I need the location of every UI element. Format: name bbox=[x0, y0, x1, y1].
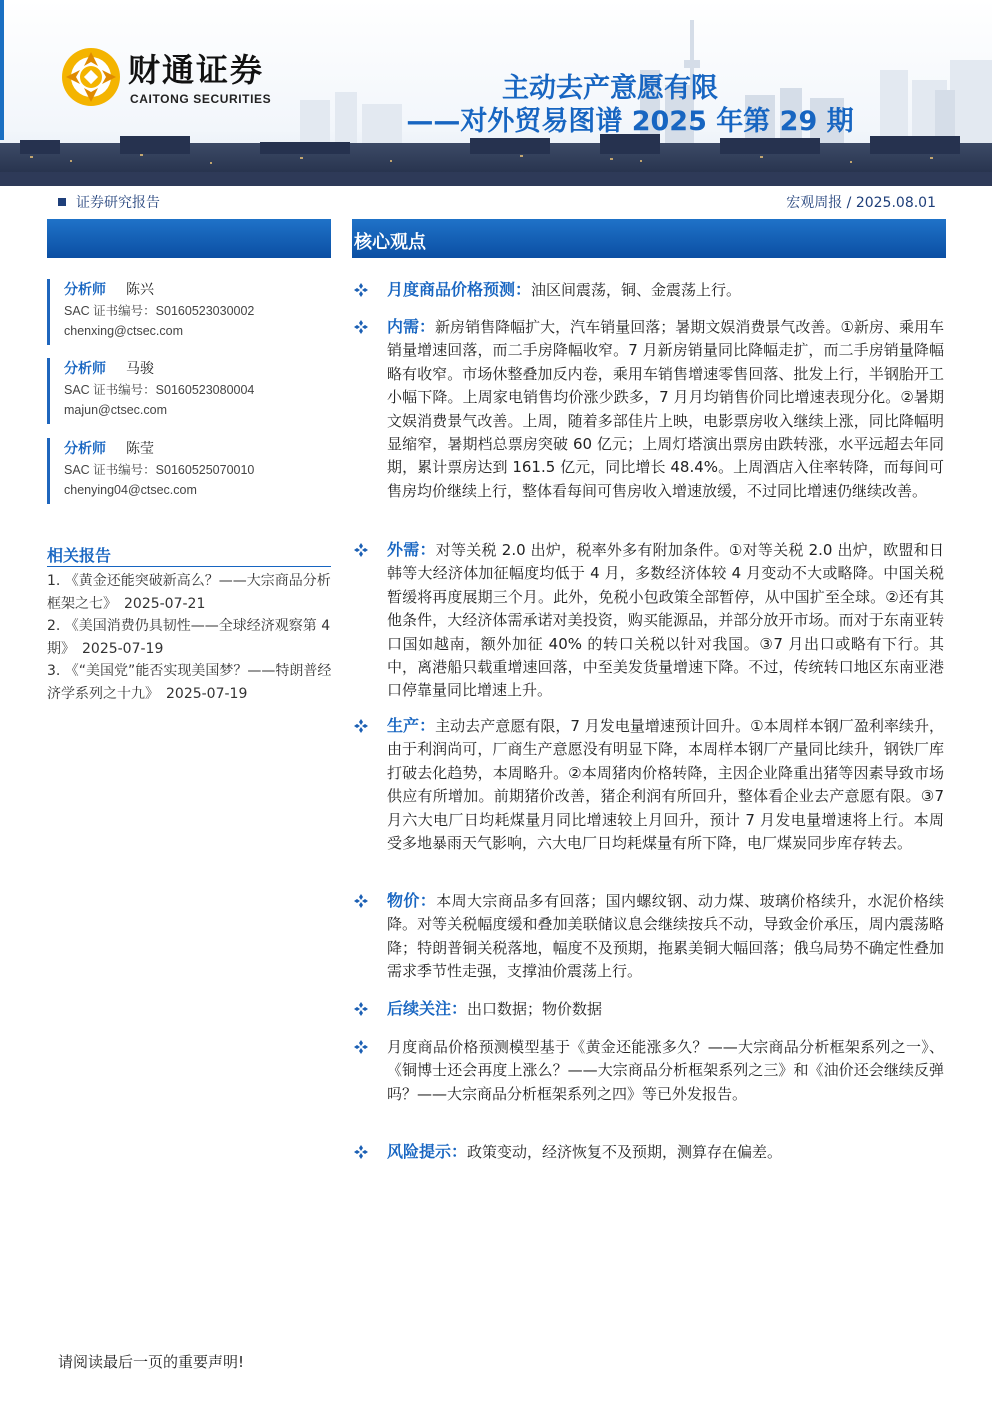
analyst-name: 陈莹 bbox=[126, 441, 154, 457]
related-reports-list bbox=[47, 570, 337, 705]
analyst-card bbox=[47, 358, 331, 424]
related-reports-title: 相关报告 bbox=[47, 546, 112, 565]
bullet-text bbox=[387, 889, 944, 984]
analyst-name-row bbox=[64, 279, 331, 301]
bullet-text bbox=[387, 997, 944, 1021]
diamond-bullet-icon bbox=[353, 893, 369, 909]
analyst-name: 马骏 bbox=[126, 361, 154, 377]
diamond-bullet-icon bbox=[353, 1144, 369, 1160]
report-category-date: 宏观周报 / 2025.08.01 bbox=[786, 195, 936, 211]
bullet-body: 月度商品价格预测模型基于《黄金还能涨多久？——大宗商品分析框架系列之一》、《铜博士还会再度上涨么？——大宗商品分析框架系列之三》和《油价还会继续反弹吗？——大宗商品分析框架系列之四》等已外发报告。 bbox=[387, 1038, 944, 1103]
diamond-bullet-icon bbox=[353, 319, 369, 335]
analyst-cert: SAC 证书编号：S0160523080004 bbox=[64, 383, 255, 397]
analyst-email[interactable]: majun@ctsec.com bbox=[64, 403, 167, 417]
core-views-header-bar bbox=[352, 219, 946, 258]
report-type-text: 证券研究报告 bbox=[76, 195, 160, 211]
left-column-header-bar bbox=[47, 219, 331, 258]
header-left-accent bbox=[0, 0, 4, 140]
related-report-link[interactable]: 1. 《黄金还能突破新高么？——大宗商品分析框架之七》 2025-07-21 bbox=[47, 573, 331, 612]
related-reports-divider bbox=[47, 566, 331, 567]
diamond-bullet-icon bbox=[353, 1001, 369, 1017]
logo-mark-icon bbox=[60, 46, 122, 108]
bullet-label: 风险提示： bbox=[387, 1142, 468, 1161]
company-logo bbox=[60, 46, 310, 116]
diamond-bullet-icon bbox=[353, 1039, 369, 1055]
bullet-label: 内需： bbox=[387, 317, 436, 336]
bullet-text bbox=[387, 1140, 944, 1164]
report-header bbox=[0, 0, 992, 186]
analyst-card bbox=[47, 438, 331, 504]
bullet-body: 政策变动，经济恢复不及预期，测算存在偏差。 bbox=[467, 1143, 783, 1161]
disclaimer-note: 请阅读最后一页的重要声明! bbox=[58, 1353, 245, 1371]
core-views-title: 核心观点 bbox=[354, 232, 426, 253]
square-bullet-icon bbox=[58, 198, 66, 206]
logo-english-name: CAITONG SECURITIES bbox=[130, 92, 272, 106]
bullet-text bbox=[387, 538, 944, 703]
analyst-name-row bbox=[64, 358, 331, 380]
analyst-role: 分析师 bbox=[64, 282, 106, 298]
related-report-link[interactable]: 2. 《美国消费仍具韧性——全球经济观察第 4 期》 2025-07-19 bbox=[47, 618, 331, 657]
bullet-label: 生产： bbox=[387, 716, 436, 735]
logo-chinese-name: 财通证券 bbox=[128, 51, 265, 89]
related-report-link[interactable]: 3. 《“美国党”能否实现美国梦？——特朗普经济学系列之十九》 2025-07-19 bbox=[47, 663, 332, 702]
report-subtitle: ——对外贸易图谱 2025 年第 29 期 bbox=[406, 106, 854, 137]
bullet-body: 新房销售降幅扩大，汽车销量回落；暑期文娱消费景气改善。①新房、乘用车销量增速回落，而二手房降幅收窄。7 月新房销量同比降幅走扩，而二手房销量降幅略有收窄。市场休整叠加反内卷，乘用车销售增速零售回落、批发上行，半钢胎开工小幅下降。上周家电销售均价涨少跌多，7 月月均销售价同比增速表现分化。②暑期文娱消费景气改善。上周，随着多部佳片上映，电影票房收入继续上涨，同比降幅明显缩窄，暑期档总票房突破 60 亿元；上周灯塔演出票房由跌转涨，水平远超去年同期，累计票房达到 161.5 亿元，同比增长 48.4%。上周酒店入住率转降，而每间可售房均价继续上行，整体看每间可售房收入增速放缓，不过同比增速仍继续改善。 bbox=[387, 318, 944, 500]
bullet-text bbox=[387, 278, 944, 302]
analyst-role: 分析师 bbox=[64, 361, 106, 377]
bullet-label: 后续关注： bbox=[387, 999, 468, 1018]
analyst-card bbox=[47, 279, 331, 345]
bullet-body: 本周大宗商品多有回落；国内螺纹钢、动力煤、玻璃价格续升，水泥价格续降。对等关税幅度缓和叠加美联储议息会继续按兵不动，导致金价承压，周内震荡略降；特朗普铜关税落地，幅度不及预期，拖累美铜大幅回落；俄乌局势不确定性叠加需求季节性走强，支撑油价震荡上行。 bbox=[387, 892, 944, 981]
report-type-label bbox=[58, 192, 160, 212]
bullet-body: 对等关税 2.0 出炉，税率外多有附加条件。①对等关税 2.0 出炉，欧盟和日韩等大经济体加征幅度均低于 4 月，多数经济体较 4 月变动不大或略降。中国关税暂缓将再度展期三个月。此外，免税小包政策全部暂停，从中国扩至全球。②还有其他条件，大经济体需承诺对美投资，购买能源品，并部分放开市场。而对于东南亚转口国如越南，额外加征 40% 的转口关税以针对我国。③7 月出口或略有下行。其中，离港船只载重增速回落，中至美发货量增速下降。不过，传统转口地区东南亚港口停靠量同比增速上升。 bbox=[387, 541, 944, 700]
bullet-text bbox=[387, 1035, 944, 1106]
bullet-body: 主动去产意愿有限，7 月发电量增速预计回升。①本周样本钢厂盈利率续升，由于利润尚可，厂商生产意愿没有明显下降，本周样本钢厂产量同比续升，钢铁厂库打破去化趋势，本周略升。②本周猪肉价格转降，主因企业降重出猪等因素导致市场供应有所增加。前期猪价改善，猪企利润有所回升，整体看企业去产意愿有限。③7 月六大电厂日均耗煤量月同比增速较上月回升，预计 7 月发电量增速将上行。本周受多地暴雨天气影响，六大电厂日均耗煤量有所下降，电厂煤炭同步库存转去。 bbox=[387, 717, 944, 853]
diamond-bullet-icon bbox=[353, 542, 369, 558]
bullet-body: 油区间震荡，铜、金震荡上行。 bbox=[531, 281, 742, 299]
analyst-email[interactable]: chenxing@ctsec.com bbox=[64, 324, 183, 338]
analyst-email[interactable]: chenying04@ctsec.com bbox=[64, 483, 197, 497]
analyst-name-row bbox=[64, 438, 331, 460]
analyst-cert: SAC 证书编号：S0160523030002 bbox=[64, 304, 255, 318]
bullet-label: 外需： bbox=[387, 540, 436, 559]
analyst-name: 陈兴 bbox=[126, 282, 154, 298]
bullet-body: 出口数据；物价数据 bbox=[467, 1000, 603, 1018]
bullet-text bbox=[387, 714, 944, 855]
bullet-label: 月度商品价格预测： bbox=[387, 280, 532, 299]
diamond-bullet-icon bbox=[353, 718, 369, 734]
analyst-role: 分析师 bbox=[64, 441, 106, 457]
bullet-text bbox=[387, 315, 944, 503]
diamond-bullet-icon bbox=[353, 282, 369, 298]
bullet-label: 物价： bbox=[387, 891, 437, 910]
report-title: 主动去产意愿有限 bbox=[502, 73, 718, 104]
analyst-cert: SAC 证书编号：S0160525070010 bbox=[64, 463, 255, 477]
